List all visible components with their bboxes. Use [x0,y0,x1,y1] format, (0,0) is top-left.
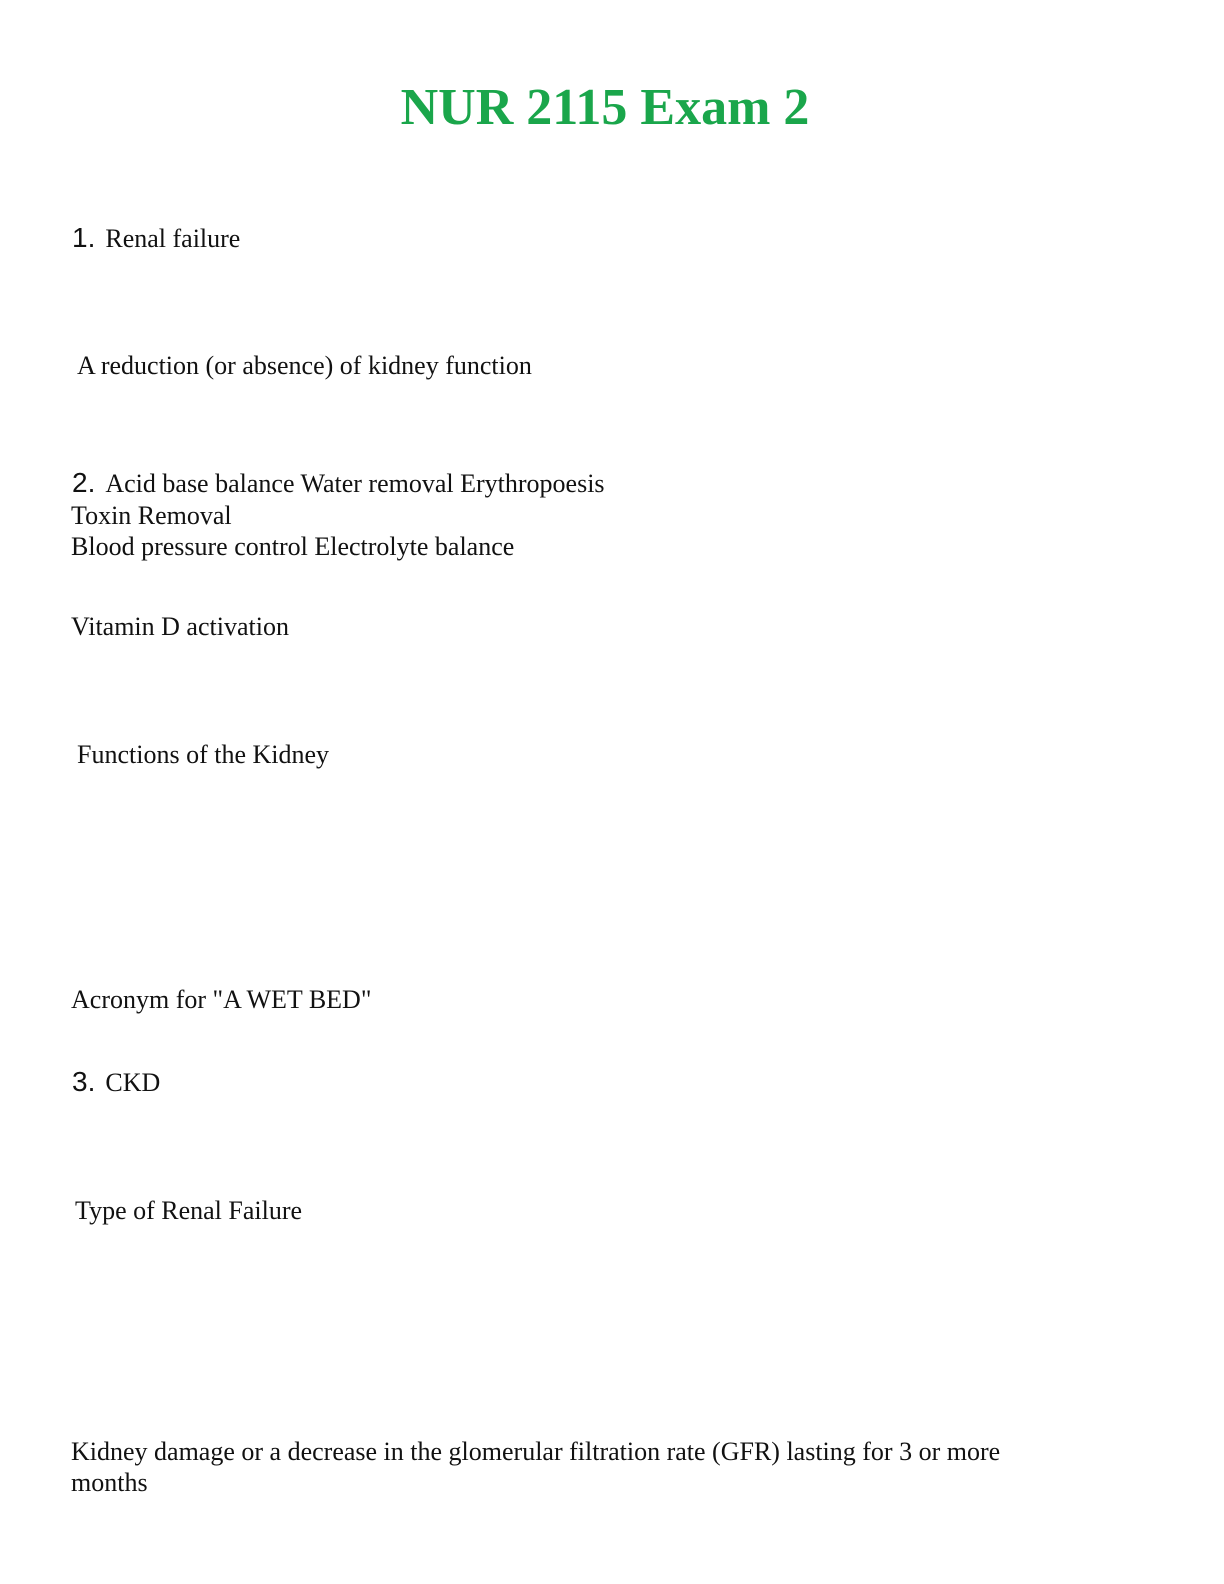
card-2-term-line-1: Acid base balance Water removal Erythropoesis [105,469,605,498]
card-2-term-line-3: Blood pressure control Electrolyte balance [71,532,515,561]
card-2-term-line [72,467,605,499]
card-3-number: 3. [72,1066,96,1097]
card-1-term-line [72,222,240,254]
card-2-term-line-4: Vitamin D activation [71,612,289,641]
card-3-definition: Type of Renal Failure [75,1196,303,1225]
card-2-number: 2. [72,467,96,498]
card-3-term-line [72,1066,160,1098]
card-1-term: Renal failure [105,224,241,253]
card-2-note: Acronym for "A WET BED" [71,985,372,1014]
card-2-definition: Functions of the Kidney [77,740,330,769]
card-1-definition: A reduction (or absence) of kidney function [77,351,532,380]
card-3-term: CKD [105,1068,161,1097]
document-title: NUR 2115 Exam 2 [400,79,810,136]
card-1-number: 1. [72,222,96,253]
card-3-note: Kidney damage or a decrease in the glomerular filtration rate (GFR) lasting for 3 or more months [71,1437,1001,1497]
card-2-term-line-2: Toxin Removal [71,501,232,530]
